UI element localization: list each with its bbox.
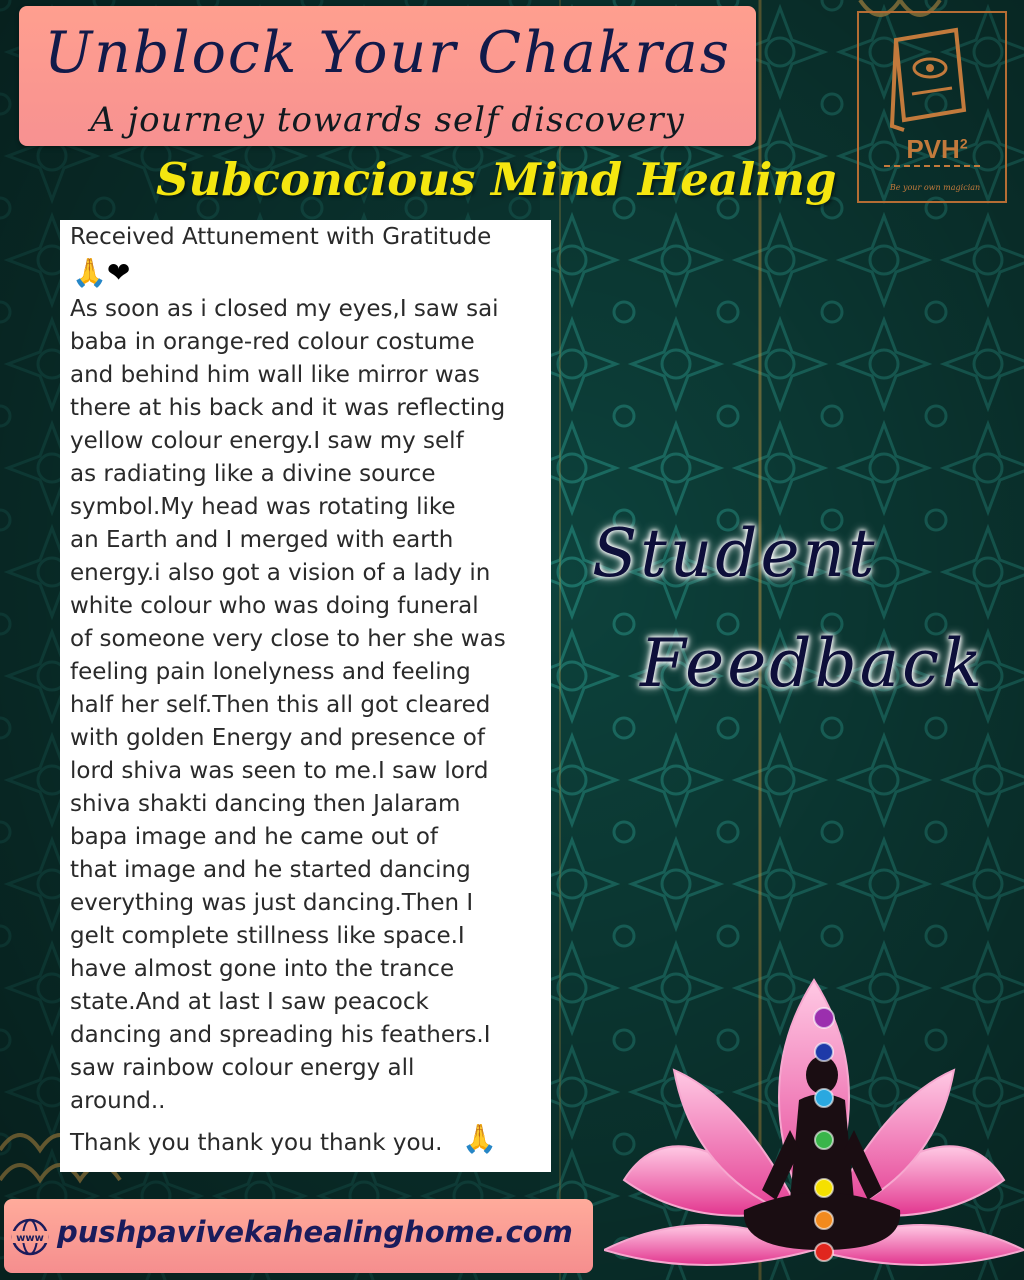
www-label: www [16,1233,44,1244]
main-title: Unblock Your Chakras [44,20,731,86]
testimonial-line: with golden Energy and presence of [70,725,485,751]
testimonial-line: lord shiva was seen to me.I saw lord [70,758,489,784]
subtitle: A journey towards self discovery [90,100,685,140]
testimonial-line: that image and he started dancing [70,857,471,883]
healing-heading: Subconcious Mind Healing [156,153,837,206]
testimonial-line: everything was just dancing.Then I [70,890,474,916]
book-eye-logo-icon [856,10,1008,204]
testimonial-line: around.. [70,1088,166,1114]
testimonial-line: state.And at last I saw peacock [70,989,429,1015]
gratitude-emoji: 🙏❤ [72,256,131,289]
testimonial-line: an Earth and I merged with earth [70,527,454,553]
testimonial-line: and behind him wall like mirror was [70,362,480,388]
closing-line: Thank you thank you thank you. [70,1130,443,1156]
testimonial-line: gelt complete stillness like space.I [70,923,465,949]
testimonial-line: energy.i also got a vision of a lady in [70,560,491,586]
chakra-dot [815,1243,833,1261]
testimonial-line: there at his back and it was reflecting [70,395,506,421]
testimonial-line: shiva shakti dancing then Jalaram [70,791,461,817]
chakra-dot [815,1179,833,1197]
lotus-meditation-illustration [604,960,1024,1280]
logo-text: PVH$^2$ [906,134,968,164]
logo-tagline: Be your own magician [889,183,981,192]
testimonial-line: saw rainbow colour energy all [70,1055,415,1081]
testimonial-line: As soon as i closed my eyes,I saw sai [70,296,499,322]
feedback-title-line1: Student [592,515,878,592]
globe-www-icon [10,1217,50,1257]
title-banner [19,6,756,146]
testimonial-line: yellow colour energy.I saw my self [70,428,464,454]
feedback-title-line2: Feedback [640,625,986,702]
website-banner[interactable] [4,1199,593,1273]
testimonial-card [60,220,551,1172]
chakra-dot [815,1131,833,1149]
testimonial-line: bapa image and he came out of [70,824,439,850]
testimonial-line: symbol.My head was rotating like [70,494,456,520]
testimonial-line: dancing and spreading his feathers.I [70,1022,491,1048]
testimonial-line: half her self.Then this all got cleared [70,692,491,718]
testimonial-line: have almost gone into the trance [70,956,455,982]
testimonial-line: white colour who was doing funeral [70,593,479,619]
chakra-dot [815,1043,833,1061]
chakra-dot [815,1211,833,1229]
testimonial-line: baba in orange-red colour costume [70,329,475,355]
testimonial-line: Received Attunement with Gratitude [70,224,492,250]
testimonial-line: as radiating like a divine source [70,461,436,487]
chakra-dot [815,1089,833,1107]
testimonial-line: feeling pain lonelyness and feeling [70,659,471,685]
testimonial-line: of someone very close to her she was [70,626,506,652]
chakra-dot [814,1008,834,1028]
website-link[interactable]: pushpavivekahealinghome.com [57,1215,573,1249]
closing-emoji: 🙏 [462,1122,497,1155]
